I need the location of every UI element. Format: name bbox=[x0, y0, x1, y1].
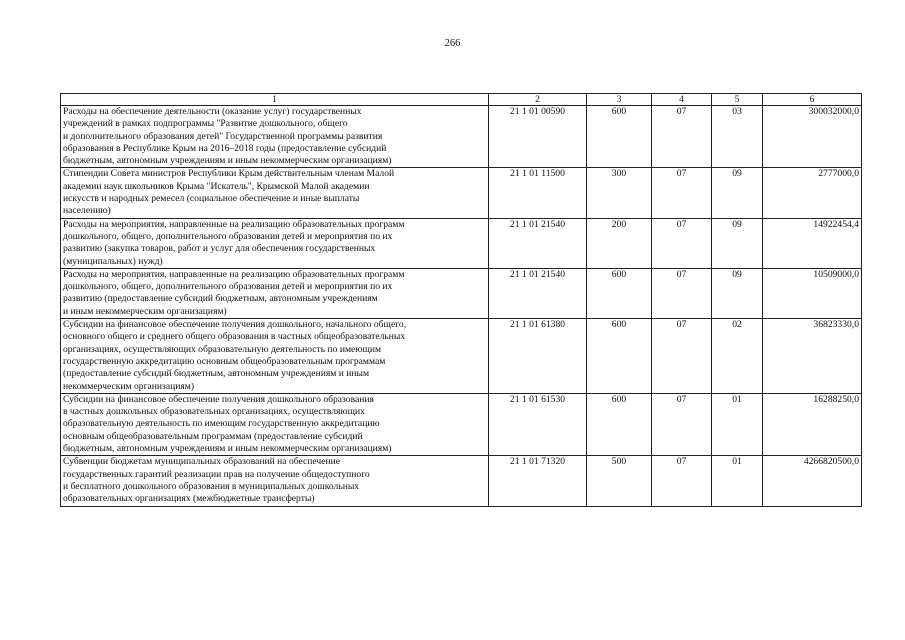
description-line: и бесплатного дошкольного образования в муниципальных дошкольных bbox=[63, 480, 360, 492]
description-line: образования в Республике Крым на 2016–2018 годы (предоставление субсидий bbox=[63, 142, 387, 154]
table-row bbox=[61, 168, 862, 218]
description-line: Расходы на мероприятия, направленные на реализацию образовательных программ bbox=[63, 218, 405, 230]
row-subsection: 03 bbox=[712, 106, 763, 168]
table-row bbox=[61, 106, 862, 168]
header-col-6: 6 bbox=[763, 94, 862, 106]
description-line: развитию (предоставление субсидий бюджетным, автономным учреждениям bbox=[63, 293, 378, 305]
row-target-code: 21 1 01 61530 bbox=[489, 393, 587, 455]
description-line: (муниципальных) нужд) bbox=[63, 255, 163, 267]
description-line: бюджетным, автономным учреждениям и иным некоммерческим организациям) bbox=[63, 155, 392, 167]
row-amount: 14922454,4 bbox=[763, 218, 862, 268]
description-line: и иным некоммерческим организациям) bbox=[63, 305, 227, 317]
description-line: Расходы на мероприятия, направленные на реализацию образовательных программ bbox=[63, 268, 405, 280]
description-line: государственных гарантий реализации прав на получение общедоступного bbox=[63, 468, 370, 480]
header-col-4: 4 bbox=[652, 94, 712, 106]
row-description bbox=[61, 456, 489, 506]
row-target-code: 21 1 01 21540 bbox=[489, 218, 587, 268]
row-expense-type: 600 bbox=[587, 268, 652, 318]
row-expense-type: 200 bbox=[587, 218, 652, 268]
row-subsection: 01 bbox=[712, 456, 763, 506]
description-line: Субсидии на финансовое обеспечение получения дошкольного образования bbox=[63, 393, 374, 405]
header-col-5: 5 bbox=[712, 94, 763, 106]
row-description bbox=[61, 319, 489, 394]
description-line: искусств и народных ремесел (социальное обеспечение и иные выплаты bbox=[63, 193, 360, 205]
description-line: некоммерческим организациям) bbox=[63, 380, 195, 392]
table-row bbox=[61, 268, 862, 318]
row-section: 07 bbox=[652, 319, 712, 394]
description-line: учреждений в рамках подпрограммы "Развитие дошкольного, общего bbox=[63, 118, 348, 130]
description-line: организациях, осуществляющих образовательную деятельность по имеющим bbox=[63, 343, 382, 355]
description-line: образовательных организациях (межбюджетные трансферты) bbox=[63, 493, 315, 505]
description-line: государственную аккредитацию основным общеобразовательным программам bbox=[63, 355, 386, 367]
description-line: академии наук школьников Крыма "Искатель", Крымской Малой академии bbox=[63, 180, 370, 192]
description-line: основным общеобразовательным программам (предоставление субсидий bbox=[63, 430, 363, 442]
description-line: основного общего и среднего общего образования в частных общеобразовательных bbox=[63, 331, 406, 343]
table-row bbox=[61, 393, 862, 455]
row-section: 07 bbox=[652, 168, 712, 218]
row-amount: 300032000,0 bbox=[763, 106, 862, 168]
description-line: Расходы на обеспечение деятельности (оказание услуг) государственных bbox=[63, 106, 362, 117]
row-amount: 16288250,0 bbox=[763, 393, 862, 455]
description-line: и дополнительного образования детей" Государственной программы развития bbox=[63, 130, 383, 142]
row-expense-type: 600 bbox=[587, 106, 652, 168]
description-line: дошкольного, общего, дополнительного образования детей и мероприятия по их bbox=[63, 230, 393, 242]
description-line: Стипендии Совета министров Республики Крым действительным членам Малой bbox=[63, 168, 395, 180]
row-description bbox=[61, 106, 489, 168]
table-row bbox=[61, 319, 862, 394]
row-section: 07 bbox=[652, 268, 712, 318]
row-section: 07 bbox=[652, 393, 712, 455]
row-description bbox=[61, 393, 489, 455]
row-section: 07 bbox=[652, 218, 712, 268]
row-target-code: 21 1 01 71320 bbox=[489, 456, 587, 506]
row-subsection: 01 bbox=[712, 393, 763, 455]
description-line: Субвенции бюджетам муниципальных образований на обеспечение bbox=[63, 456, 341, 468]
header-row bbox=[61, 94, 862, 106]
description-line: Субсидии на финансовое обеспечение получения дошкольного, начального общего, bbox=[63, 319, 407, 331]
row-amount: 36823330,0 bbox=[763, 319, 862, 394]
row-description bbox=[61, 268, 489, 318]
header-col-1: 1 bbox=[61, 94, 489, 106]
description-line: развитию (закупка товаров, работ и услуг для обеспечения государственных bbox=[63, 243, 376, 255]
row-description bbox=[61, 218, 489, 268]
description-line: бюджетным, автономным учреждениям и иным некоммерческим организациям) bbox=[63, 443, 392, 455]
row-subsection: 09 bbox=[712, 218, 763, 268]
description-line: (предоставление субсидий бюджетным, автономным учреждениям и иным bbox=[63, 368, 370, 380]
row-description bbox=[61, 168, 489, 218]
header-col-3: 3 bbox=[587, 94, 652, 106]
budget-table bbox=[60, 93, 862, 507]
table-row bbox=[61, 456, 862, 506]
row-target-code: 21 1 01 00590 bbox=[489, 106, 587, 168]
row-amount: 10509000,0 bbox=[763, 268, 862, 318]
row-section: 07 bbox=[652, 456, 712, 506]
description-line: населению) bbox=[63, 205, 111, 217]
row-expense-type: 600 bbox=[587, 393, 652, 455]
row-expense-type: 500 bbox=[587, 456, 652, 506]
row-amount: 2777000,0 bbox=[763, 168, 862, 218]
row-amount: 4266820500,0 bbox=[763, 456, 862, 506]
description-line: образовательную деятельность по имеющим государственную аккредитацию bbox=[63, 418, 380, 430]
row-subsection: 09 bbox=[712, 268, 763, 318]
header-col-2: 2 bbox=[489, 94, 587, 106]
row-target-code: 21 1 01 11500 bbox=[489, 168, 587, 218]
table-row bbox=[61, 218, 862, 268]
description-line: дошкольного, общего, дополнительного образования детей и мероприятия по их bbox=[63, 281, 393, 293]
page-number: 266 bbox=[444, 38, 461, 49]
row-subsection: 02 bbox=[712, 319, 763, 394]
row-target-code: 21 1 01 21540 bbox=[489, 268, 587, 318]
row-expense-type: 600 bbox=[587, 319, 652, 394]
row-expense-type: 300 bbox=[587, 168, 652, 218]
row-target-code: 21 1 01 61380 bbox=[489, 319, 587, 394]
description-line: в частных дошкольных образовательных организациях, осуществляющих bbox=[63, 406, 365, 418]
row-section: 07 bbox=[652, 106, 712, 168]
row-subsection: 09 bbox=[712, 168, 763, 218]
